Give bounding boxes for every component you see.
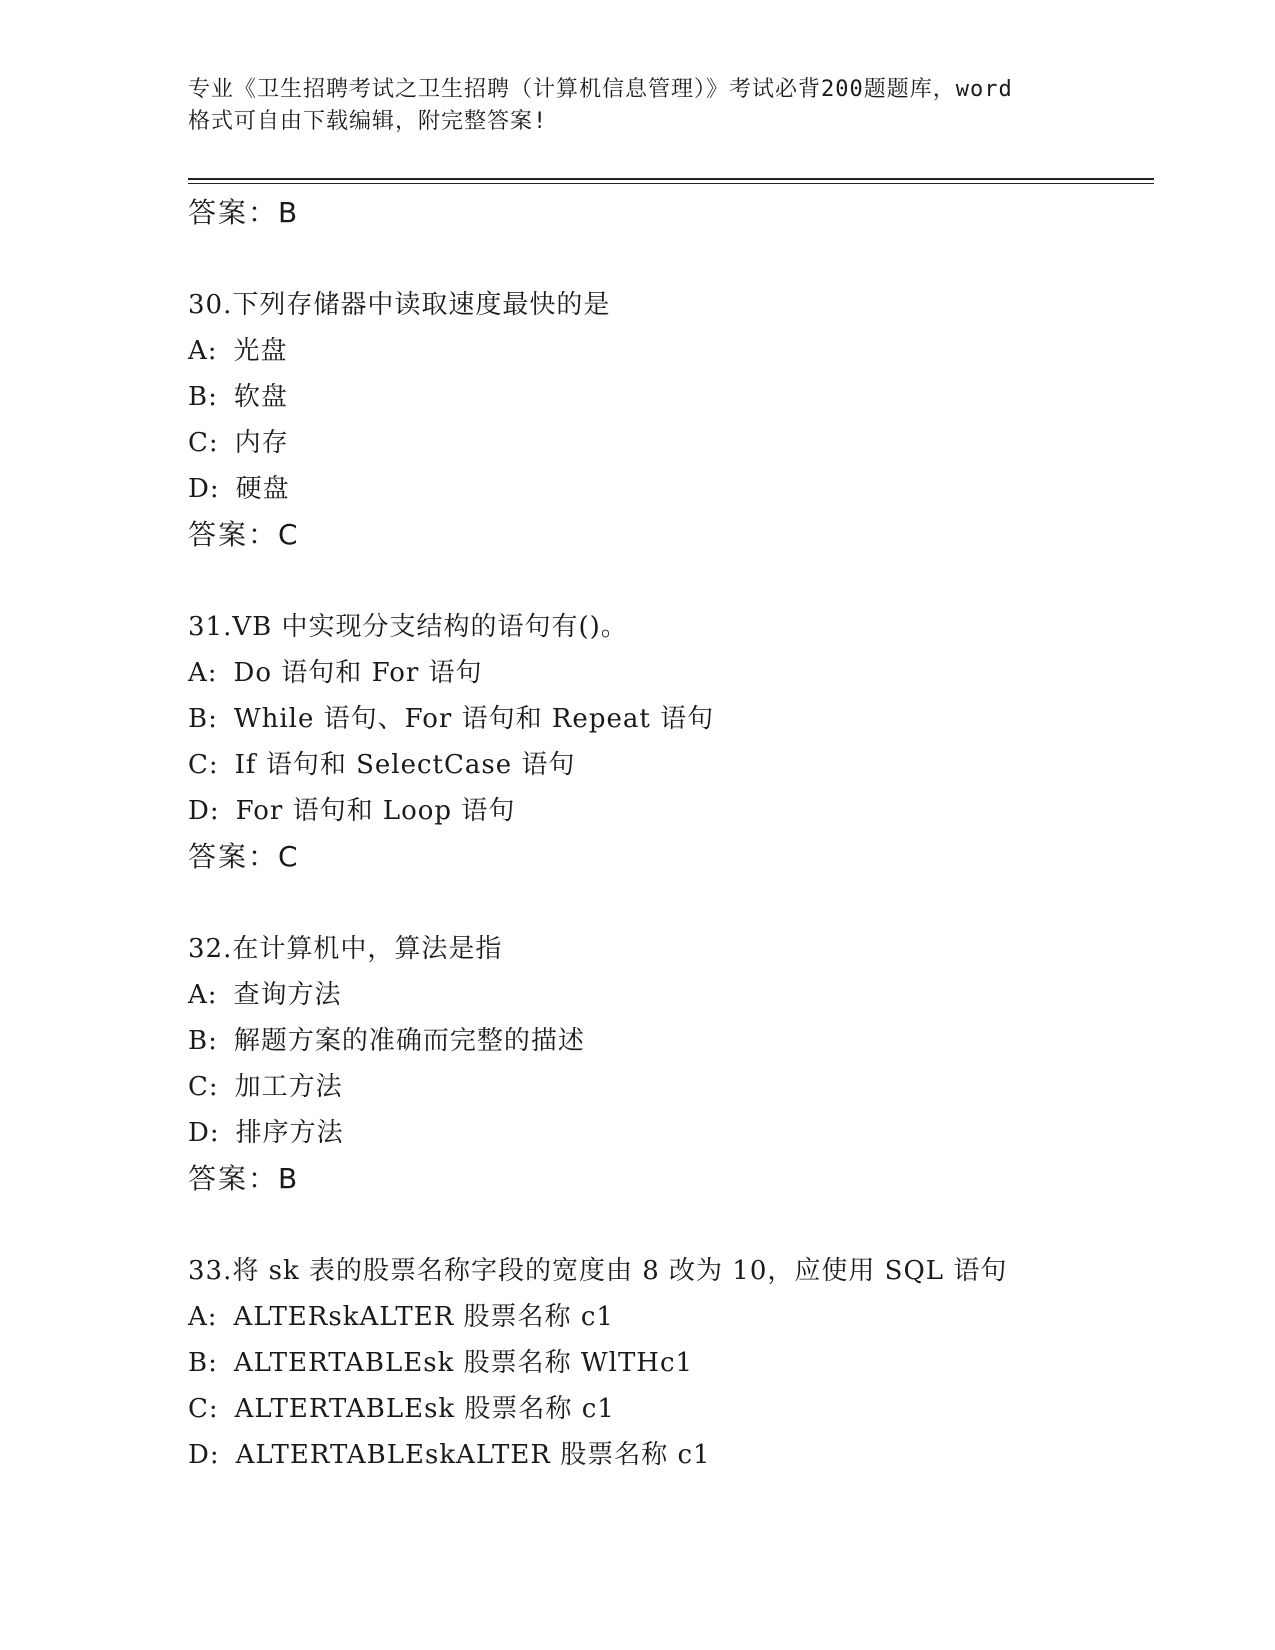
option-d (188, 1432, 1148, 1478)
option-b (188, 374, 1148, 420)
question-block-31 (188, 604, 1148, 880)
spacer (188, 558, 1148, 604)
option-text: For 语句和 Loop 语句 (235, 796, 516, 826)
option-text: ALTERTABLEskALTER 股票名称 c1 (235, 1440, 711, 1470)
option-text: 排序方法 (235, 1118, 344, 1148)
question-text: 30.下列存储器中读取速度最快的是 (188, 290, 611, 320)
option-d (188, 1110, 1148, 1156)
option-b (188, 1340, 1148, 1386)
header-line-2: 格式可自由下载编辑，附完整答案! (188, 109, 548, 134)
header-rule-thick (188, 178, 1154, 180)
question-block-30 (188, 282, 1148, 558)
option-text: ALTERTABLEsk 股票名称 WlTHc1 (233, 1348, 694, 1378)
question-text: 32.在计算机中，算法是指 (188, 934, 503, 964)
option-text: 查询方法 (233, 980, 342, 1010)
option-letter: B: (188, 704, 218, 734)
option-b (188, 696, 1148, 742)
option-a (188, 650, 1148, 696)
option-letter: B: (188, 1348, 218, 1378)
option-text: 解题方案的准确而完整的描述 (233, 1026, 585, 1056)
option-letter: A: (188, 658, 218, 688)
question-list (188, 190, 1148, 1478)
header-line-1: 专业《卫生招聘考试之卫生招聘（计算机信息管理）》考试必背200题题库，word (188, 77, 1013, 102)
option-text: 硬盘 (235, 474, 290, 504)
option-letter: B: (188, 382, 218, 412)
spacer (188, 1202, 1148, 1248)
option-letter: D: (188, 1440, 220, 1470)
spacer (188, 236, 1148, 282)
option-text: 加工方法 (234, 1072, 343, 1102)
option-letter: A: (188, 1302, 218, 1332)
option-letter: C: (188, 750, 219, 780)
option-a (188, 972, 1148, 1018)
option-text: 软盘 (233, 382, 288, 412)
option-letter: C: (188, 428, 219, 458)
option-letter: A: (188, 336, 218, 366)
answer-line: 答案：B (188, 196, 300, 229)
option-d (188, 788, 1148, 834)
option-letter: A: (188, 980, 218, 1010)
option-c (188, 742, 1148, 788)
document-header (188, 74, 1088, 138)
option-letter: D: (188, 796, 220, 826)
option-d (188, 466, 1148, 512)
option-b (188, 1018, 1148, 1064)
answer-line: 答案：C (188, 518, 300, 551)
option-text: 光盘 (233, 336, 288, 366)
option-c (188, 1386, 1148, 1432)
question-block-32 (188, 926, 1148, 1202)
option-c (188, 420, 1148, 466)
option-letter: D: (188, 1118, 220, 1148)
question-text: 33.将 sk 表的股票名称字段的宽度由 8 改为 10，应使用 SQL 语句 (188, 1256, 1008, 1286)
option-letter: D: (188, 474, 220, 504)
option-text: ALTERTABLEsk 股票名称 c1 (234, 1394, 615, 1424)
option-letter: B: (188, 1026, 218, 1056)
question-block-33 (188, 1248, 1148, 1478)
spacer (188, 880, 1148, 926)
option-letter: C: (188, 1072, 219, 1102)
option-text: ALTERskALTER 股票名称 c1 (233, 1302, 614, 1332)
header-rule-thin (188, 183, 1154, 184)
answer-line: 答案：B (188, 1162, 300, 1195)
option-letter: C: (188, 1394, 219, 1424)
option-a (188, 328, 1148, 374)
option-text: If 语句和 SelectCase 语句 (234, 750, 576, 780)
option-text: 内存 (234, 428, 289, 458)
option-a (188, 1294, 1148, 1340)
question-text: 31.VB 中实现分支结构的语句有()。 (188, 612, 628, 642)
answer-line: 答案：C (188, 840, 300, 873)
option-text: Do 语句和 For 语句 (233, 658, 483, 688)
option-c (188, 1064, 1148, 1110)
option-text: While 语句、For 语句和 Repeat 语句 (233, 704, 715, 734)
